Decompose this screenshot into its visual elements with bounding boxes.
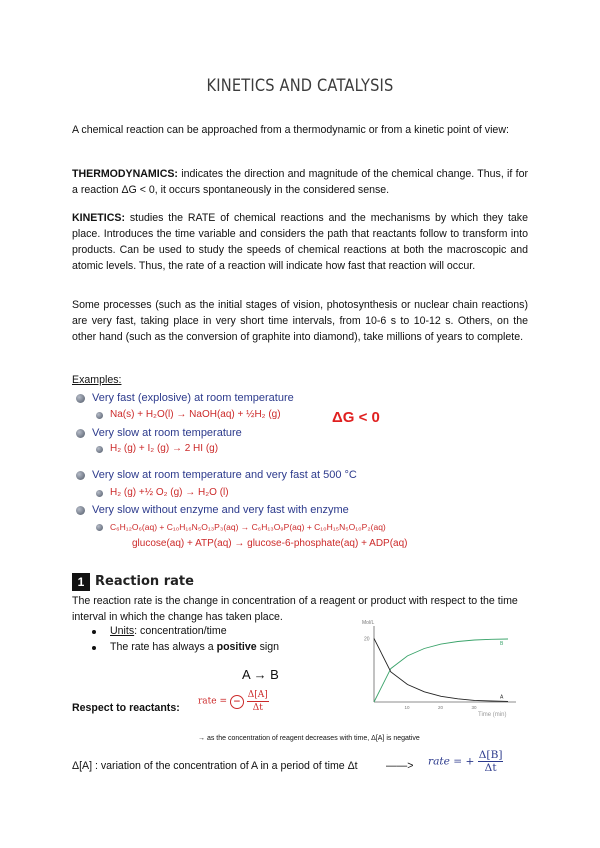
example-2-equation: H₂ (g) + I₂ (g) → 2 HI (g) bbox=[110, 443, 219, 454]
sign-after: sign bbox=[256, 641, 280, 653]
y-axis-label: Mol/L bbox=[362, 620, 375, 626]
kinetics-text: studies the RATE of chemical reactions and the mechanisms by which they take place. Introduces the time variable and considers the path that reactants follow to transform into products. Can be used to study the speeds of chemical reactions at both the macroscopic and atomic levels. Thus, the rate of a reaction will indicate how fast that reaction will occur. bbox=[72, 212, 528, 272]
numerator-a: Δ[A] bbox=[247, 690, 268, 700]
series-line-B bbox=[374, 639, 508, 702]
example-1: Very fast (explosive) at room temperature bbox=[92, 392, 294, 404]
denominator-b: Δt bbox=[484, 762, 497, 774]
sign-bold: positive bbox=[216, 641, 257, 653]
series-label-B: B bbox=[500, 641, 504, 647]
thermo-text: indicates the direction and magnitude of the chemical change. Thus, if for a reaction ΔG < 0, it occurs spontaneously in the considered sense. bbox=[72, 168, 528, 196]
series-line-A bbox=[374, 638, 508, 701]
thermo-paragraph bbox=[72, 166, 528, 198]
respect-label: Respect to reactants: bbox=[72, 702, 180, 714]
fraction-a bbox=[247, 689, 269, 714]
arrow-text: ——> bbox=[386, 760, 414, 772]
example-3: Very slow at room temperature and very fast at 500 °C bbox=[92, 469, 357, 481]
example-4: Very slow without enzyme and very fast with enzyme bbox=[92, 504, 349, 516]
rate-product-formula bbox=[428, 749, 503, 774]
numerator-b: Δ[B] bbox=[478, 749, 503, 761]
list-bullet bbox=[92, 630, 96, 634]
fraction-b bbox=[478, 749, 504, 774]
delta-g-label: ΔG < 0 bbox=[332, 409, 380, 426]
sub-bullet-icon bbox=[96, 446, 103, 453]
y-tick-label: 20 bbox=[364, 636, 370, 643]
bullet-icon bbox=[76, 394, 85, 403]
x-tick-label: 20 bbox=[438, 705, 444, 710]
intro-paragraph: A chemical reaction can be approached from a thermodynamic or from a kinetic point of view: bbox=[72, 124, 509, 136]
kinetics-label: KINETICS: bbox=[72, 212, 125, 224]
thermo-label: THERMODYNAMICS: bbox=[72, 168, 178, 180]
example-3-equation: H₂ (g) +½ O₂ (g) → H₂O (l) bbox=[110, 487, 229, 498]
example-4-names: glucose(aq) + ATP(aq) → glucose-6-phosphate(aq) + ADP(aq) bbox=[132, 538, 408, 549]
bullet-icon bbox=[76, 506, 85, 515]
sub-bullet-icon bbox=[96, 412, 103, 419]
example-4-equation: C₆H₁₂O₆(aq) + C₁₀H₁₆N₅O₁₃P₃(aq) → C₆H₁₃O₉P(aq) + C₁₀H₁₅N₅O₁₀P₂(aq) bbox=[110, 522, 386, 532]
minus-sign: − bbox=[230, 695, 244, 709]
section-number: 1 bbox=[72, 573, 90, 591]
sign-text: The rate has always a bbox=[110, 641, 217, 653]
page-title: KINETICS AND CATALYSIS bbox=[206, 76, 394, 96]
series-label-A: A bbox=[500, 694, 504, 701]
x-tick-label: 30 bbox=[471, 705, 477, 710]
sub-bullet-icon bbox=[96, 490, 103, 497]
example-1-equation: Na(s) + H₂O(l) → NaOH(aq) + ½H₂ (g) bbox=[110, 409, 281, 420]
note-text: → as the concentration of reagent decreases with time, Δ[A] is negative bbox=[198, 735, 420, 742]
rate-reactant-formula bbox=[198, 689, 269, 714]
processes-paragraph: Some processes (such as the initial stages of vision, photosynthesis or nuclear chain reactions) are very fast, taking place in very short time intervals, from 10-6 s to 10-12 s. Others, on the other hand (such as the conversion of graphite into diamond), take millions of years to complete. bbox=[72, 299, 528, 343]
variation-text: Δ[A] : variation of the concentration of A in a period of time Δt bbox=[72, 760, 358, 772]
list-bullet bbox=[92, 646, 96, 650]
x-axis-label: Time (min) bbox=[478, 712, 507, 718]
units-item bbox=[110, 623, 227, 639]
concentration-chart bbox=[360, 618, 528, 722]
bullet-icon bbox=[76, 429, 85, 438]
x-tick-label: 10 bbox=[404, 705, 410, 710]
sub-bullet-icon bbox=[96, 524, 103, 531]
reaction-equation: A → B bbox=[242, 667, 279, 682]
rate-b-word: rate = + bbox=[428, 755, 475, 768]
section-title: Reaction rate bbox=[95, 574, 194, 589]
denominator-t: Δt bbox=[252, 703, 263, 713]
sign-item bbox=[110, 639, 279, 655]
kinetics-paragraph bbox=[72, 210, 528, 274]
example-2: Very slow at room temperature bbox=[92, 427, 242, 439]
units-text: : concentration/time bbox=[134, 625, 227, 637]
section-text: The reaction rate is the change in concentration of a reagent or product with respect to the time interval in which the change has taken place. bbox=[72, 595, 518, 623]
examples-label: Examples: bbox=[72, 374, 122, 386]
units-label: Units bbox=[110, 625, 135, 637]
rate-word: rate = bbox=[198, 696, 228, 707]
bullet-icon bbox=[76, 471, 85, 480]
